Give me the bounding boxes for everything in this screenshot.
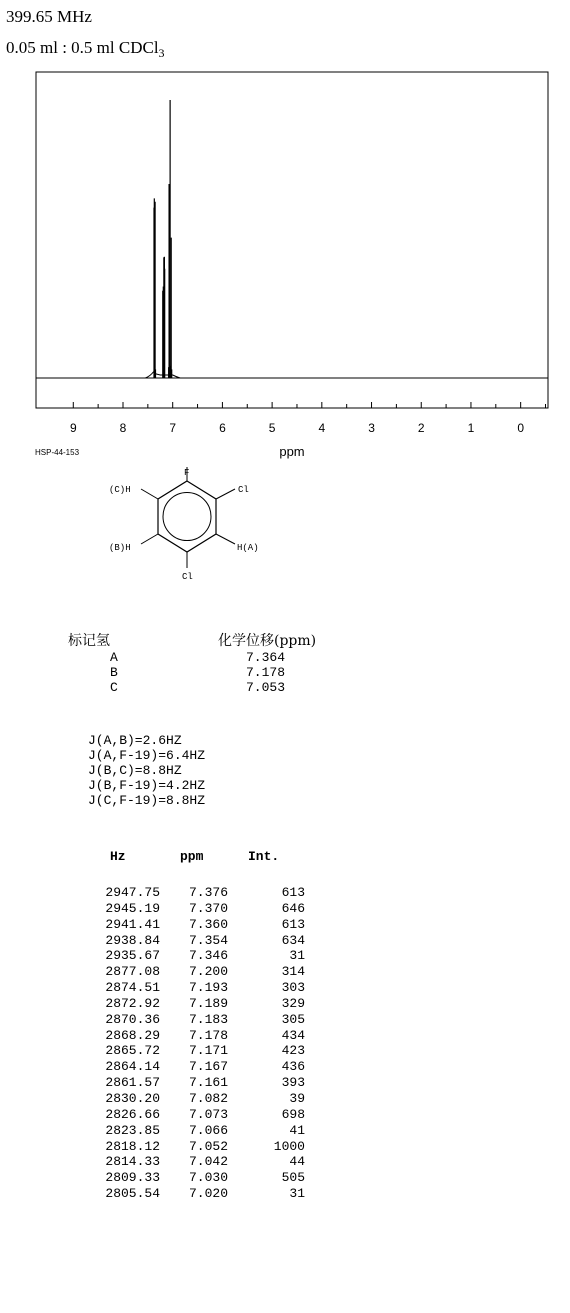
peak-row xyxy=(80,885,320,901)
shift-assignment-table xyxy=(68,630,368,695)
peak-table xyxy=(80,849,320,1202)
peak-ppm: 7.030 xyxy=(188,1170,228,1186)
peak-row xyxy=(80,901,320,917)
header-shift: 化学位移(ppm) xyxy=(218,633,317,649)
peak-int: 646 xyxy=(281,900,305,916)
peak-ppm: 7.082 xyxy=(188,1090,228,1106)
x-tick-label: 3 xyxy=(368,421,375,435)
shift-row-value: 7.178 xyxy=(246,665,286,680)
peak-ppm: 7.178 xyxy=(188,1027,228,1043)
shift-row-label: C xyxy=(110,680,118,695)
peak-int: 39 xyxy=(289,1090,305,1106)
x-tick-label: 9 xyxy=(69,421,77,435)
bond-hc xyxy=(141,489,158,499)
peak-hz: 2865.72 xyxy=(105,1043,160,1059)
peak-row xyxy=(80,1154,320,1170)
peak-hz: 2861.57 xyxy=(105,1075,160,1091)
peak-ppm: 7.189 xyxy=(188,995,228,1011)
shift-row xyxy=(68,680,368,695)
peak-hz: 2818.12 xyxy=(105,1138,160,1154)
peak-hz: 2870.36 xyxy=(105,1011,160,1027)
peak-int: 31 xyxy=(289,1186,305,1202)
plot-frame xyxy=(36,72,548,408)
atom-f: F xyxy=(184,468,190,478)
peak-int: 698 xyxy=(281,1106,305,1122)
peak-row xyxy=(80,933,320,949)
shift-row xyxy=(68,665,368,680)
peak-ppm: 7.370 xyxy=(188,900,228,916)
peak-hz: 2868.29 xyxy=(105,1027,160,1043)
x-axis-label: ppm xyxy=(279,444,305,459)
peak-hz: 2938.84 xyxy=(105,932,160,948)
peak-row xyxy=(80,1075,320,1091)
spectrometer-frequency: 399.65 MHz xyxy=(6,7,92,26)
peak-row xyxy=(80,996,320,1012)
atom-hc: (C)H xyxy=(109,485,131,495)
peak-int: 305 xyxy=(281,1011,305,1027)
peak-hz: 2947.75 xyxy=(105,885,160,900)
x-tick-label: 6 xyxy=(219,421,226,435)
peak-int: 31 xyxy=(289,948,305,964)
peak-hz: 2864.14 xyxy=(105,1059,160,1075)
peak-int: 505 xyxy=(281,1170,305,1186)
header-ppm: ppm xyxy=(180,849,204,864)
peak-int: 393 xyxy=(281,1075,305,1091)
bond-hb xyxy=(141,534,158,544)
peak-ppm: 7.161 xyxy=(188,1075,228,1091)
peak-hz: 2945.19 xyxy=(105,900,160,916)
bond-ha xyxy=(216,534,235,544)
peak-ppm: 7.193 xyxy=(188,980,228,996)
x-tick-label: 8 xyxy=(119,421,127,435)
peak-ppm: 7.073 xyxy=(188,1106,228,1122)
peak-hz: 2877.08 xyxy=(105,964,160,980)
x-tick-label: 2 xyxy=(417,421,425,435)
peak-ppm: 7.376 xyxy=(188,885,228,900)
peak-ppm: 7.360 xyxy=(188,916,228,932)
shift-row-label: A xyxy=(110,650,118,665)
peak-hz: 2874.51 xyxy=(105,980,160,996)
peak-int: 314 xyxy=(281,964,305,980)
peak-int: 434 xyxy=(281,1027,305,1043)
coupling-constants xyxy=(88,733,205,808)
atom-hb: (B)H xyxy=(109,543,131,553)
peak-ppm: 7.052 xyxy=(188,1138,228,1154)
peak-int: 423 xyxy=(281,1043,305,1059)
shift-row-value: 7.364 xyxy=(246,650,286,665)
header-hz: Hz xyxy=(110,849,126,864)
peak-row xyxy=(80,917,320,933)
peak-row xyxy=(80,1028,320,1044)
solvent-prefix: 0.05 ml : 0.5 ml CDCl xyxy=(6,38,159,57)
peak-ppm: 7.020 xyxy=(188,1186,228,1202)
peak-ppm: 7.171 xyxy=(188,1043,228,1059)
peak-row xyxy=(80,948,320,964)
peak-int: 1000 xyxy=(273,1138,305,1154)
peak-int: 436 xyxy=(281,1059,305,1075)
peak-int: 613 xyxy=(281,916,305,932)
sample-code: HSP-44-153 xyxy=(35,448,80,457)
peak-int: 44 xyxy=(289,1154,305,1170)
atom-cl-top: Cl xyxy=(238,485,249,495)
peak-hz: 2941.41 xyxy=(105,916,160,932)
benzene-ring xyxy=(158,481,216,552)
atom-cl-bottom: Cl xyxy=(182,572,193,582)
peak-ppm: 7.346 xyxy=(188,948,228,964)
peak-hz: 2826.66 xyxy=(105,1106,160,1122)
peak-row xyxy=(80,1170,320,1186)
peak-int: 303 xyxy=(281,980,305,996)
x-tick-label: 0 xyxy=(517,421,525,435)
aromatic-circle xyxy=(163,493,211,541)
peak-row xyxy=(80,1012,320,1028)
peak-int: 329 xyxy=(281,995,305,1011)
x-tick-label: 7 xyxy=(169,421,177,435)
peak-hz: 2805.54 xyxy=(105,1186,160,1202)
molecule-structure xyxy=(95,462,285,607)
header-int: Int. xyxy=(248,849,280,864)
shift-row-value: 7.053 xyxy=(246,680,286,695)
atom-ha: H(A) xyxy=(237,543,259,553)
solvent-subscript: 3 xyxy=(158,46,165,60)
peak-row xyxy=(80,1059,320,1075)
nmr-spectrum-chart xyxy=(0,0,570,470)
bond-cl-top xyxy=(216,489,235,499)
shift-row-label: B xyxy=(110,665,118,680)
peak-ppm: 7.066 xyxy=(188,1122,228,1138)
x-tick-label: 5 xyxy=(268,421,276,435)
shift-row xyxy=(68,650,368,665)
peak-hz: 2814.33 xyxy=(105,1154,160,1170)
peak-hz: 2872.92 xyxy=(105,995,160,1011)
peak-row xyxy=(80,1139,320,1155)
peak-row xyxy=(80,1043,320,1059)
peak-int: 613 xyxy=(281,885,305,900)
peak-ppm: 7.042 xyxy=(188,1154,228,1170)
coupling-constant: J(A,F-19)=6.4HZ xyxy=(88,748,206,763)
peak-int: 634 xyxy=(281,932,305,948)
coupling-constant: J(A,B)=2.6HZ xyxy=(88,733,182,748)
peak-row xyxy=(80,1123,320,1139)
coupling-constant: J(B,F-19)=4.2HZ xyxy=(88,778,206,793)
peak-row xyxy=(80,1107,320,1123)
peak-int: 41 xyxy=(289,1122,305,1138)
peak-row xyxy=(80,964,320,980)
peak-ppm: 7.354 xyxy=(188,932,228,948)
peak-ppm: 7.167 xyxy=(188,1059,228,1075)
peak-hz: 2823.85 xyxy=(105,1122,160,1138)
peak-row xyxy=(80,1091,320,1107)
x-tick-label: 4 xyxy=(318,421,326,435)
x-tick-label: 1 xyxy=(467,421,475,435)
coupling-constant: J(C,F-19)=8.8HZ xyxy=(88,793,206,808)
header-label: 标记氢 xyxy=(68,633,110,649)
coupling-constant: J(B,C)=8.8HZ xyxy=(88,763,182,778)
peak-hz: 2935.67 xyxy=(105,948,160,964)
peak-hz: 2809.33 xyxy=(105,1170,160,1186)
peak-ppm: 7.183 xyxy=(188,1011,228,1027)
peak-ppm: 7.200 xyxy=(188,964,228,980)
peak-hz: 2830.20 xyxy=(105,1090,160,1106)
peak-row xyxy=(80,980,320,996)
peak-row xyxy=(80,1186,320,1202)
